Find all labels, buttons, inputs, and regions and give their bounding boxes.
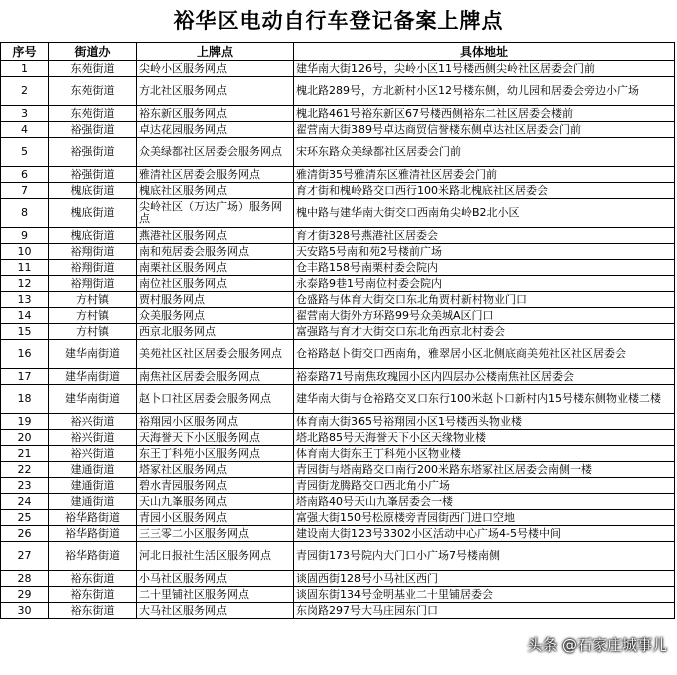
row-number: 11 — [1, 260, 49, 276]
row-street: 裕强街道 — [49, 122, 137, 138]
row-point: 贾村服务网点 — [137, 292, 294, 308]
table-row — [1, 478, 675, 494]
row-number: 29 — [1, 587, 49, 603]
row-street: 槐底街道 — [49, 228, 137, 244]
row-point: 燕港社区服务网点 — [137, 228, 294, 244]
row-street: 东苑街道 — [49, 77, 137, 106]
row-street: 裕兴街道 — [49, 430, 137, 446]
table-row — [1, 414, 675, 430]
row-address: 宋环东路众美绿都社区居委会门前 — [294, 138, 675, 167]
row-point: 尖岭小区服务网点 — [137, 61, 294, 77]
row-street: 裕华路街道 — [49, 526, 137, 542]
row-number: 25 — [1, 510, 49, 526]
row-street: 东苑街道 — [49, 61, 137, 77]
row-address: 槐北路461号裕东新区67号楼西侧裕东二社区居委会楼前 — [294, 106, 675, 122]
row-point: 三三零二小区服务网点 — [137, 526, 294, 542]
row-address: 槐中路与建华南大街交口西南角尖岭B2北小区 — [294, 199, 675, 228]
row-number: 27 — [1, 542, 49, 571]
table-row — [1, 183, 675, 199]
row-street: 方村镇 — [49, 292, 137, 308]
row-point: 碧水青园服务网点 — [137, 478, 294, 494]
row-address: 建华南大街与仓裕路交叉口东行100米赵卜口新村内15号楼东侧物业楼二楼 — [294, 385, 675, 414]
row-point: 美苑社区社区居委会服务网点 — [137, 340, 294, 369]
row-number: 30 — [1, 603, 49, 619]
row-point: 东王丁科苑小区服务网点 — [137, 446, 294, 462]
row-street: 裕翔街道 — [49, 260, 137, 276]
row-address: 体育南大街东王丁科苑小区物业楼 — [294, 446, 675, 462]
row-point: 塔冢社区服务网点 — [137, 462, 294, 478]
table-row — [1, 446, 675, 462]
watermark: 头条 @石家庄城事儿 — [527, 636, 667, 654]
table-row — [1, 122, 675, 138]
table-row — [1, 308, 675, 324]
row-point: 槐底社区服务网点 — [137, 183, 294, 199]
row-address: 翟营南大街389号卓达商贸信誉楼东侧卓达社区居委会门前 — [294, 122, 675, 138]
row-point: 卓达花园服务网点 — [137, 122, 294, 138]
row-point: 河北日报社生活区服务网点 — [137, 542, 294, 571]
table-row — [1, 494, 675, 510]
row-address: 仓丰路158号南栗村委会院内 — [294, 260, 675, 276]
row-point: 青园小区服务网点 — [137, 510, 294, 526]
row-address: 天安路5号南和苑2号楼前广场 — [294, 244, 675, 260]
row-street: 裕强街道 — [49, 167, 137, 183]
row-number: 16 — [1, 340, 49, 369]
row-number: 12 — [1, 276, 49, 292]
row-street: 东苑街道 — [49, 106, 137, 122]
row-address: 仓盛路与体育大街交口东北角贾村新村物业门口 — [294, 292, 675, 308]
row-address: 仓裕路赵卜街交口西南角，雅翠居小区北侧底商美苑社区社区居委会 — [294, 340, 675, 369]
page-title: 裕华区电动自行车登记备案上牌点 — [173, 8, 504, 33]
row-street: 建华南街道 — [49, 385, 137, 414]
row-address: 富强大街150号松原楼旁青园街西门进口空地 — [294, 510, 675, 526]
row-street: 裕兴街道 — [49, 446, 137, 462]
row-point: 赵卜口社区居委会服务网点 — [137, 385, 294, 414]
table-row — [1, 199, 675, 228]
row-address: 育才街328号燕港社区居委会 — [294, 228, 675, 244]
row-point: 裕翔园小区服务网点 — [137, 414, 294, 430]
table-row — [1, 462, 675, 478]
row-address: 裕泰路71号南焦玫瑰园小区内四层办公楼南焦社区居委会 — [294, 369, 675, 385]
row-point: 方北社区服务网点 — [137, 77, 294, 106]
row-point: 南位社区服务网点 — [137, 276, 294, 292]
row-point: 天山九峯服务网点 — [137, 494, 294, 510]
row-number: 22 — [1, 462, 49, 478]
row-number: 17 — [1, 369, 49, 385]
table-row — [1, 603, 675, 619]
row-number: 15 — [1, 324, 49, 340]
table-row — [1, 526, 675, 542]
row-point: 众美绿都社区居委会服务网点 — [137, 138, 294, 167]
row-address: 青园街173号院内大门口小广场7号楼南侧 — [294, 542, 675, 571]
row-street: 建华南街道 — [49, 369, 137, 385]
column-header-point: 上牌点 — [137, 43, 294, 61]
row-number: 9 — [1, 228, 49, 244]
row-address: 建设南大街123号3302小区活动中心广场4-5号楼中间 — [294, 526, 675, 542]
row-number: 8 — [1, 199, 49, 228]
row-address: 青园街与塔南路交口南行200米路东塔冢社区居委会南侧一楼 — [294, 462, 675, 478]
row-street: 建通街道 — [49, 494, 137, 510]
column-header-street: 街道办 — [49, 43, 137, 61]
row-street: 方村镇 — [49, 324, 137, 340]
row-street: 建通街道 — [49, 478, 137, 494]
table-row — [1, 260, 675, 276]
row-point: 小马社区服务网点 — [137, 571, 294, 587]
row-point: 大马社区服务网点 — [137, 603, 294, 619]
row-point: 南栗社区服务网点 — [137, 260, 294, 276]
row-street: 裕华路街道 — [49, 510, 137, 526]
table-row — [1, 542, 675, 571]
registration-table — [0, 42, 675, 619]
row-address: 青园街龙腾路交口西北角小广场 — [294, 478, 675, 494]
table-row — [1, 167, 675, 183]
row-address: 育才街和槐岭路交口西行100米路北槐底社区居委会 — [294, 183, 675, 199]
table-row — [1, 510, 675, 526]
row-point: 二十里铺社区服务网点 — [137, 587, 294, 603]
table-row — [1, 430, 675, 446]
row-number: 10 — [1, 244, 49, 260]
row-street: 槐底街道 — [49, 199, 137, 228]
row-number: 24 — [1, 494, 49, 510]
row-address: 雅清街35号雅清东区雅清社区居委会门前 — [294, 167, 675, 183]
row-street: 裕翔街道 — [49, 276, 137, 292]
row-address: 谈固西街128号小马社区西门 — [294, 571, 675, 587]
row-number: 4 — [1, 122, 49, 138]
table-row — [1, 571, 675, 587]
row-address: 谈固东街134号金明基业二十里铺居委会 — [294, 587, 675, 603]
row-number: 3 — [1, 106, 49, 122]
row-number: 19 — [1, 414, 49, 430]
row-point: 西京北服务网点 — [137, 324, 294, 340]
row-address: 塔南路40号天山九峯居委会一楼 — [294, 494, 675, 510]
table-row — [1, 324, 675, 340]
row-street: 槐底街道 — [49, 183, 137, 199]
table-row — [1, 138, 675, 167]
row-point: 南和苑居委会服务网点 — [137, 244, 294, 260]
table-row — [1, 61, 675, 77]
row-street: 裕东街道 — [49, 587, 137, 603]
row-street: 裕翔街道 — [49, 244, 137, 260]
row-street: 裕强街道 — [49, 138, 137, 167]
row-number: 18 — [1, 385, 49, 414]
table-row — [1, 77, 675, 106]
row-address: 建华南大街126号，尖岭小区11号楼西侧尖岭社区居委会门前 — [294, 61, 675, 77]
table-row — [1, 587, 675, 603]
row-street: 建通街道 — [49, 462, 137, 478]
table-row — [1, 369, 675, 385]
row-point: 雅清社区居委会服务网点 — [137, 167, 294, 183]
row-number: 5 — [1, 138, 49, 167]
row-number: 6 — [1, 167, 49, 183]
row-street: 裕东街道 — [49, 603, 137, 619]
row-number: 1 — [1, 61, 49, 77]
row-street: 裕兴街道 — [49, 414, 137, 430]
table-row — [1, 106, 675, 122]
row-number: 21 — [1, 446, 49, 462]
row-number: 7 — [1, 183, 49, 199]
column-header-no: 序号 — [1, 43, 49, 61]
row-street: 裕东街道 — [49, 571, 137, 587]
row-address: 槐北路289号，方北新村小区12号楼东侧，幼儿园和居委会旁边小广场 — [294, 77, 675, 106]
row-street: 裕华路街道 — [49, 542, 137, 571]
row-address: 富强路与育才大街交口东北角西京北村委会 — [294, 324, 675, 340]
row-point: 众美服务网点 — [137, 308, 294, 324]
table-row — [1, 385, 675, 414]
row-number: 23 — [1, 478, 49, 494]
row-address: 东岗路297号大马庄园东门口 — [294, 603, 675, 619]
table-header-row — [1, 43, 675, 61]
row-street: 建华南街道 — [49, 340, 137, 369]
row-point: 南焦社区居委会服务网点 — [137, 369, 294, 385]
row-address: 体育南大街365号裕翔园小区1号楼西头物业楼 — [294, 414, 675, 430]
table-row — [1, 292, 675, 308]
column-header-address: 具体地址 — [294, 43, 675, 61]
table-row — [1, 228, 675, 244]
row-number: 20 — [1, 430, 49, 446]
row-street: 方村镇 — [49, 308, 137, 324]
row-point: 尖岭社区（万达广场）服务网点 — [137, 199, 294, 228]
table-row — [1, 276, 675, 292]
row-address: 翟营南大街外方环路99号众美城A区门口 — [294, 308, 675, 324]
row-address: 塔北路85号天海誉天下小区天缘物业楼 — [294, 430, 675, 446]
table-row — [1, 244, 675, 260]
row-number: 2 — [1, 77, 49, 106]
row-number: 28 — [1, 571, 49, 587]
row-number: 26 — [1, 526, 49, 542]
row-point: 裕东新区服务网点 — [137, 106, 294, 122]
row-number: 14 — [1, 308, 49, 324]
row-number: 13 — [1, 292, 49, 308]
row-point: 天海誉天下小区服务网点 — [137, 430, 294, 446]
table-row — [1, 340, 675, 369]
row-address: 永泰路9巷1号南位村委会院内 — [294, 276, 675, 292]
